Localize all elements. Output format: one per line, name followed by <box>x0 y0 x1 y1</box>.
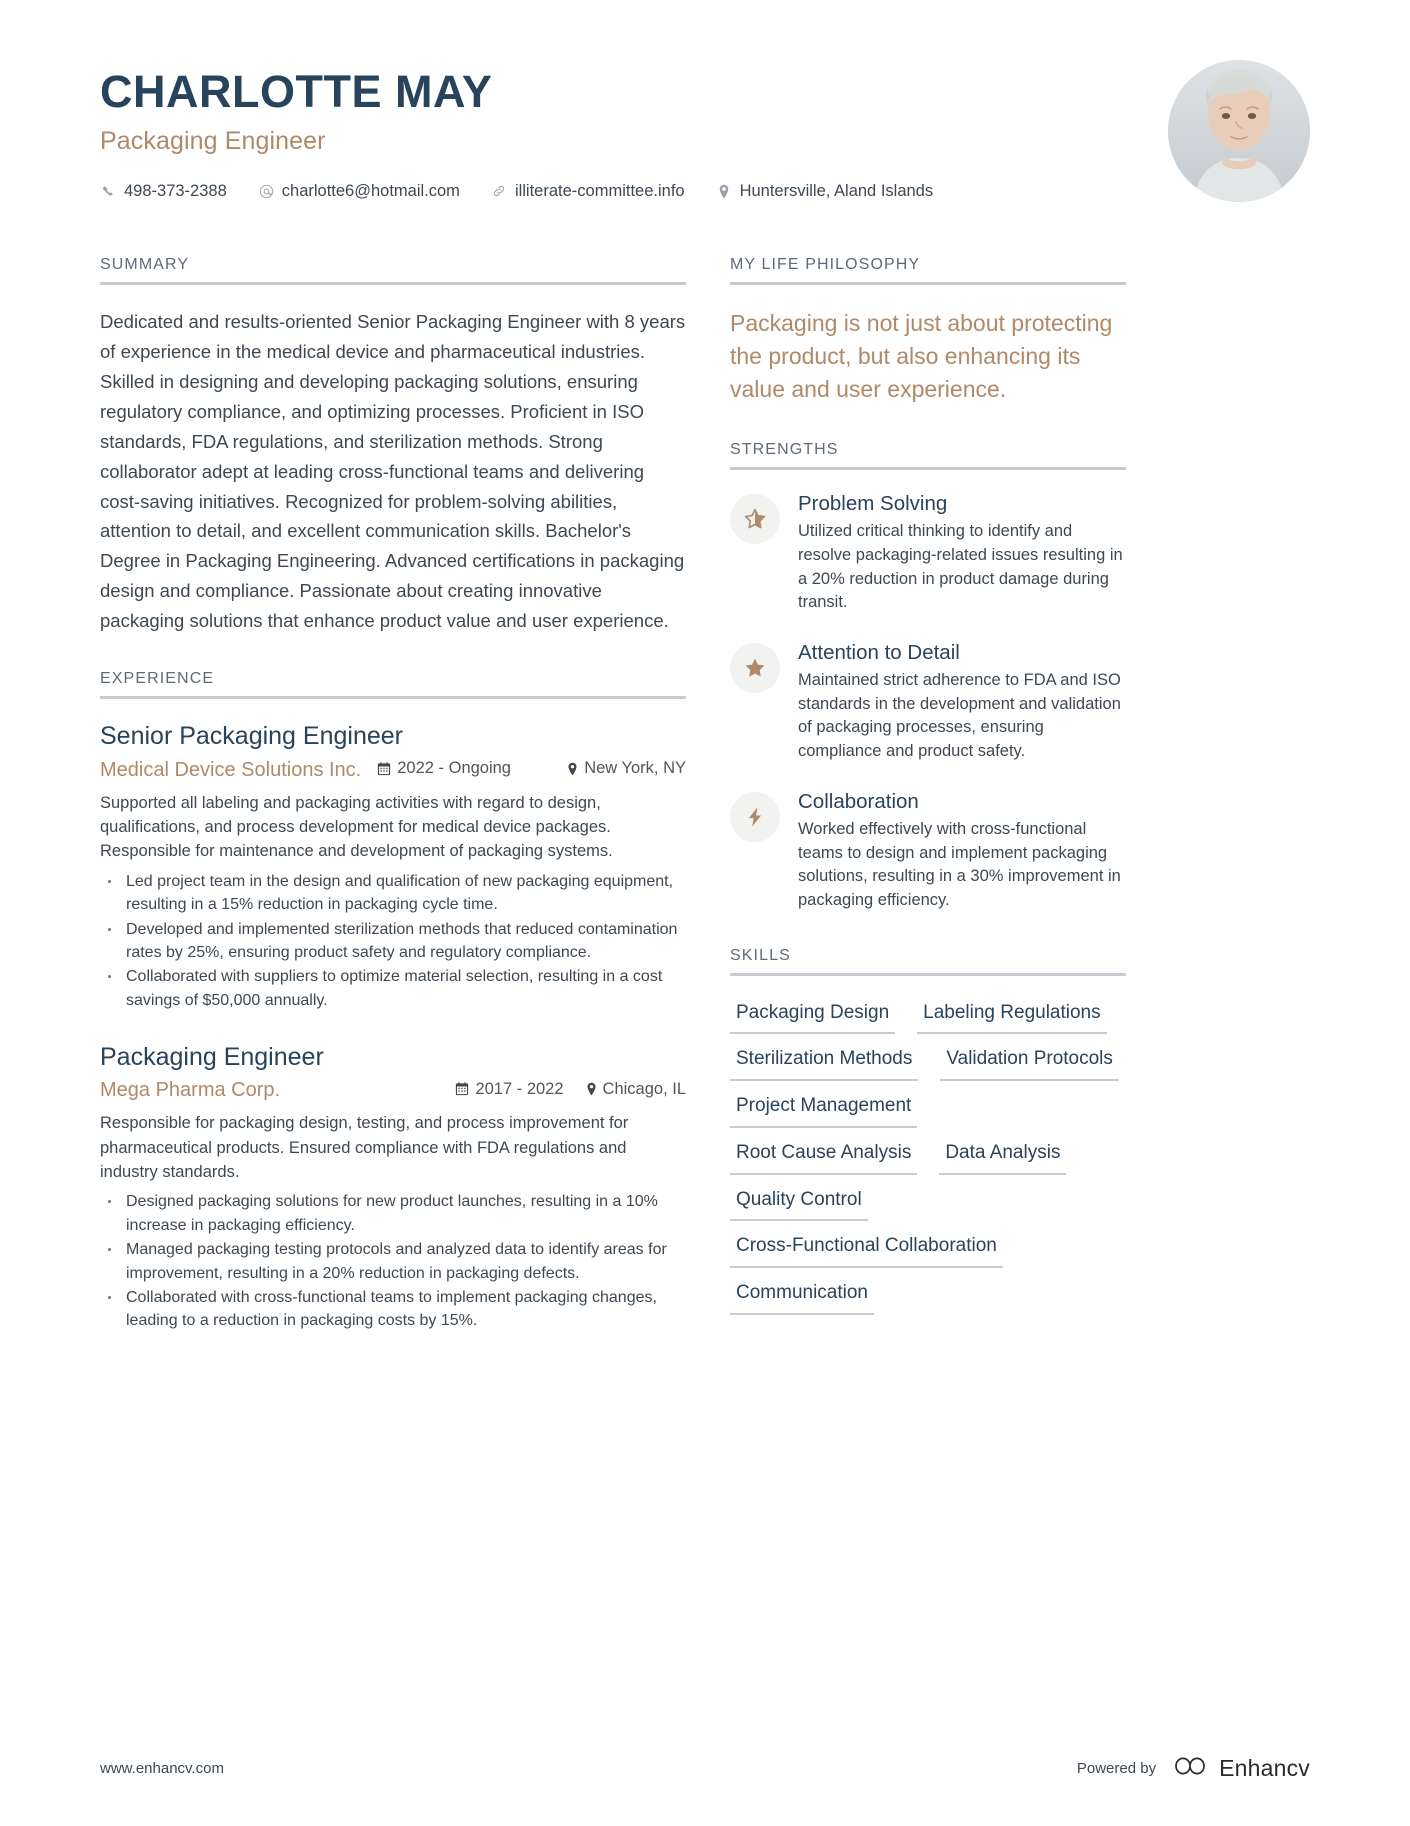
experience-meta <box>100 759 686 782</box>
experience-entry <box>100 721 686 1012</box>
skill-chip: Project Management <box>730 1091 917 1128</box>
contact-website-text: illiterate-committee.info <box>514 181 685 200</box>
calendar-icon <box>377 762 391 776</box>
skills-section-title: SKILLS <box>730 946 791 964</box>
strength-title: Problem Solving <box>798 491 948 515</box>
experience-role: Senior Packaging Engineer <box>100 722 403 751</box>
experience-location-text: New York, NY <box>584 759 686 778</box>
location-pin-icon <box>716 184 733 199</box>
contact-location <box>716 182 934 201</box>
experience-bullet: Designed packaging solutions for new product launches, resulting in a 10% increase in packaging efficiency. <box>100 1190 686 1237</box>
experience-dates <box>455 1080 563 1099</box>
half-star-icon <box>730 494 780 544</box>
resume-body <box>100 256 1310 1367</box>
section-divider <box>730 282 1126 285</box>
strength-body <box>798 641 1126 764</box>
skill-chip: Quality Control <box>730 1185 868 1222</box>
experience-description: Responsible for packaging design, testing, and process improvement for pharmaceutical products. Ensured compliance with FDA regulations and industry standards. <box>100 1114 629 1182</box>
experience-company: Medical Device Solutions Inc. <box>100 758 362 781</box>
strength-body <box>798 492 1126 615</box>
strengths-section-title: STRENGTHS <box>730 440 839 458</box>
strength-title: Attention to Detail <box>798 640 960 664</box>
experience-bullets <box>100 1190 686 1332</box>
strength-description: Utilized critical thinking to identify and resolve packaging-related issues resulting in a 20% reduction in product damage during transit. <box>798 522 1123 612</box>
calendar-icon <box>455 1082 469 1096</box>
section-divider <box>100 282 686 285</box>
page-title: CHARLOTTE MAY <box>100 66 493 117</box>
section-divider <box>100 696 686 699</box>
brand-name: Enhancv <box>1219 1755 1310 1781</box>
experience-meta <box>100 1079 686 1102</box>
philosophy-section <box>730 256 1126 407</box>
skill-chip: Sterilization Methods <box>730 1044 918 1081</box>
strength-body <box>798 790 1126 913</box>
summary-text: Dedicated and results-oriented Senior Packaging Engineer with 8 years of experience in the medical device and pharmaceutical industries. Skilled in designing and developing packaging solutions, ensuring regulatory compliance, and optimizing processes. Proficient in ISO standards, FDA regulations, and sterilization methods. Strong collaborator adept at leading cross-functional teams and delivering cost-saving initiatives. Recognized for problem-solving abilities, attention to detail, and excellent communication skills. Bachelor's Degree in Packaging Engineering. Advanced certifications in packaging design and compliance. Passionate about creating innovative packaging solutions that enhance product value and user experience. <box>100 310 686 632</box>
experience-company: Mega Pharma Corp. <box>100 1079 281 1102</box>
experience-location <box>586 1080 686 1099</box>
infinity-icon <box>1170 1755 1210 1782</box>
contact-email-text: charlotte6@hotmail.com <box>281 181 460 200</box>
skill-chip: Communication <box>730 1278 874 1315</box>
skill-chip: Cross-Functional Collaboration <box>730 1231 1003 1268</box>
contact-email[interactable] <box>258 182 460 201</box>
strength-item <box>730 492 1126 615</box>
location-pin-icon <box>586 1082 597 1096</box>
skill-chip: Data Analysis <box>939 1138 1066 1175</box>
summary-section-title: SUMMARY <box>100 255 190 273</box>
skills-section <box>730 947 1126 1315</box>
contact-location-text: Huntersville, Aland Islands <box>739 181 934 200</box>
left-column <box>100 256 686 1367</box>
email-icon <box>258 184 275 199</box>
experience-location-text: Chicago, IL <box>602 1079 686 1098</box>
job-title: Packaging Engineer <box>100 126 326 155</box>
strength-item <box>730 790 1126 913</box>
resume-header <box>100 0 1310 211</box>
section-divider <box>730 973 1126 976</box>
lightning-bolt-icon <box>730 792 780 842</box>
strength-description: Worked effectively with cross-functional teams to design and implement packaging solutions, resulting in a 30% improvement in packaging efficiency. <box>798 820 1121 910</box>
experience-bullet: Managed packaging testing protocols and analyzed data to identify areas for improvement, resulting in a 20% reduction in packaging defects. <box>100 1238 686 1285</box>
contact-website[interactable] <box>491 182 685 201</box>
avatar <box>1168 60 1310 202</box>
link-icon <box>491 184 508 198</box>
phone-icon <box>100 185 117 198</box>
skill-chip: Labeling Regulations <box>917 998 1106 1035</box>
experience-entry <box>100 1042 686 1333</box>
experience-bullets <box>100 870 686 1012</box>
enhancv-logo <box>1170 1755 1310 1782</box>
contact-phone-text: 498-373-2388 <box>124 181 227 200</box>
experience-dates-text: 2022 - Ongoing <box>397 759 511 778</box>
skill-chip: Root Cause Analysis <box>730 1138 917 1175</box>
experience-bullet: Led project team in the design and qualification of new packaging equipment, resulting in a 15% reduction in packaging cycle time. <box>100 870 686 917</box>
experience-dates-text: 2017 - 2022 <box>475 1079 564 1098</box>
skill-chip: Packaging Design <box>730 998 895 1035</box>
strength-description: Maintained strict adherence to FDA and ISO standards in the development and validation of packaging processes, ensuring compliance and product safety. <box>798 671 1121 761</box>
summary-section <box>100 256 686 637</box>
skills-list <box>730 998 1126 1315</box>
experience-bullet: Collaborated with cross-functional teams to implement packaging changes, leading to a reduction in packaging costs by 15%. <box>100 1286 686 1333</box>
right-column <box>730 256 1126 1349</box>
experience-section <box>100 670 686 1332</box>
philosophy-text: Packaging is not just about protecting the product, but also enhancing its value and user experience. <box>730 309 1113 403</box>
experience-description: Supported all labeling and packaging activities with regard to design, qualifications, and process development for medical device packages. Responsible for maintenance and development of packaging systems. <box>100 793 613 861</box>
strength-item <box>730 641 1126 764</box>
philosophy-section-title: MY LIFE PHILOSOPHY <box>730 255 921 273</box>
strengths-section <box>730 441 1126 913</box>
page-footer <box>100 1755 1310 1782</box>
experience-dates <box>377 759 511 778</box>
experience-bullet: Developed and implemented sterilization methods that reduced contamination rates by 25%, ensuring product safety and regulatory compliance. <box>100 918 686 965</box>
skill-chip: Validation Protocols <box>940 1044 1119 1081</box>
experience-location <box>567 759 686 778</box>
contact-row <box>100 182 1310 201</box>
experience-role: Packaging Engineer <box>100 1042 324 1071</box>
contact-phone[interactable] <box>100 182 227 201</box>
star-icon <box>730 643 780 693</box>
strength-title: Collaboration <box>798 789 919 813</box>
footer-url[interactable]: www.enhancv.com <box>100 1760 224 1777</box>
location-pin-icon <box>567 762 578 776</box>
experience-section-title: EXPERIENCE <box>100 670 215 688</box>
section-divider <box>730 467 1126 470</box>
experience-bullet: Collaborated with suppliers to optimize material selection, resulting in a cost savings of $50,000 annually. <box>100 965 686 1012</box>
powered-by-label: Powered by <box>1076 1760 1157 1777</box>
footer-branding <box>1077 1755 1310 1782</box>
